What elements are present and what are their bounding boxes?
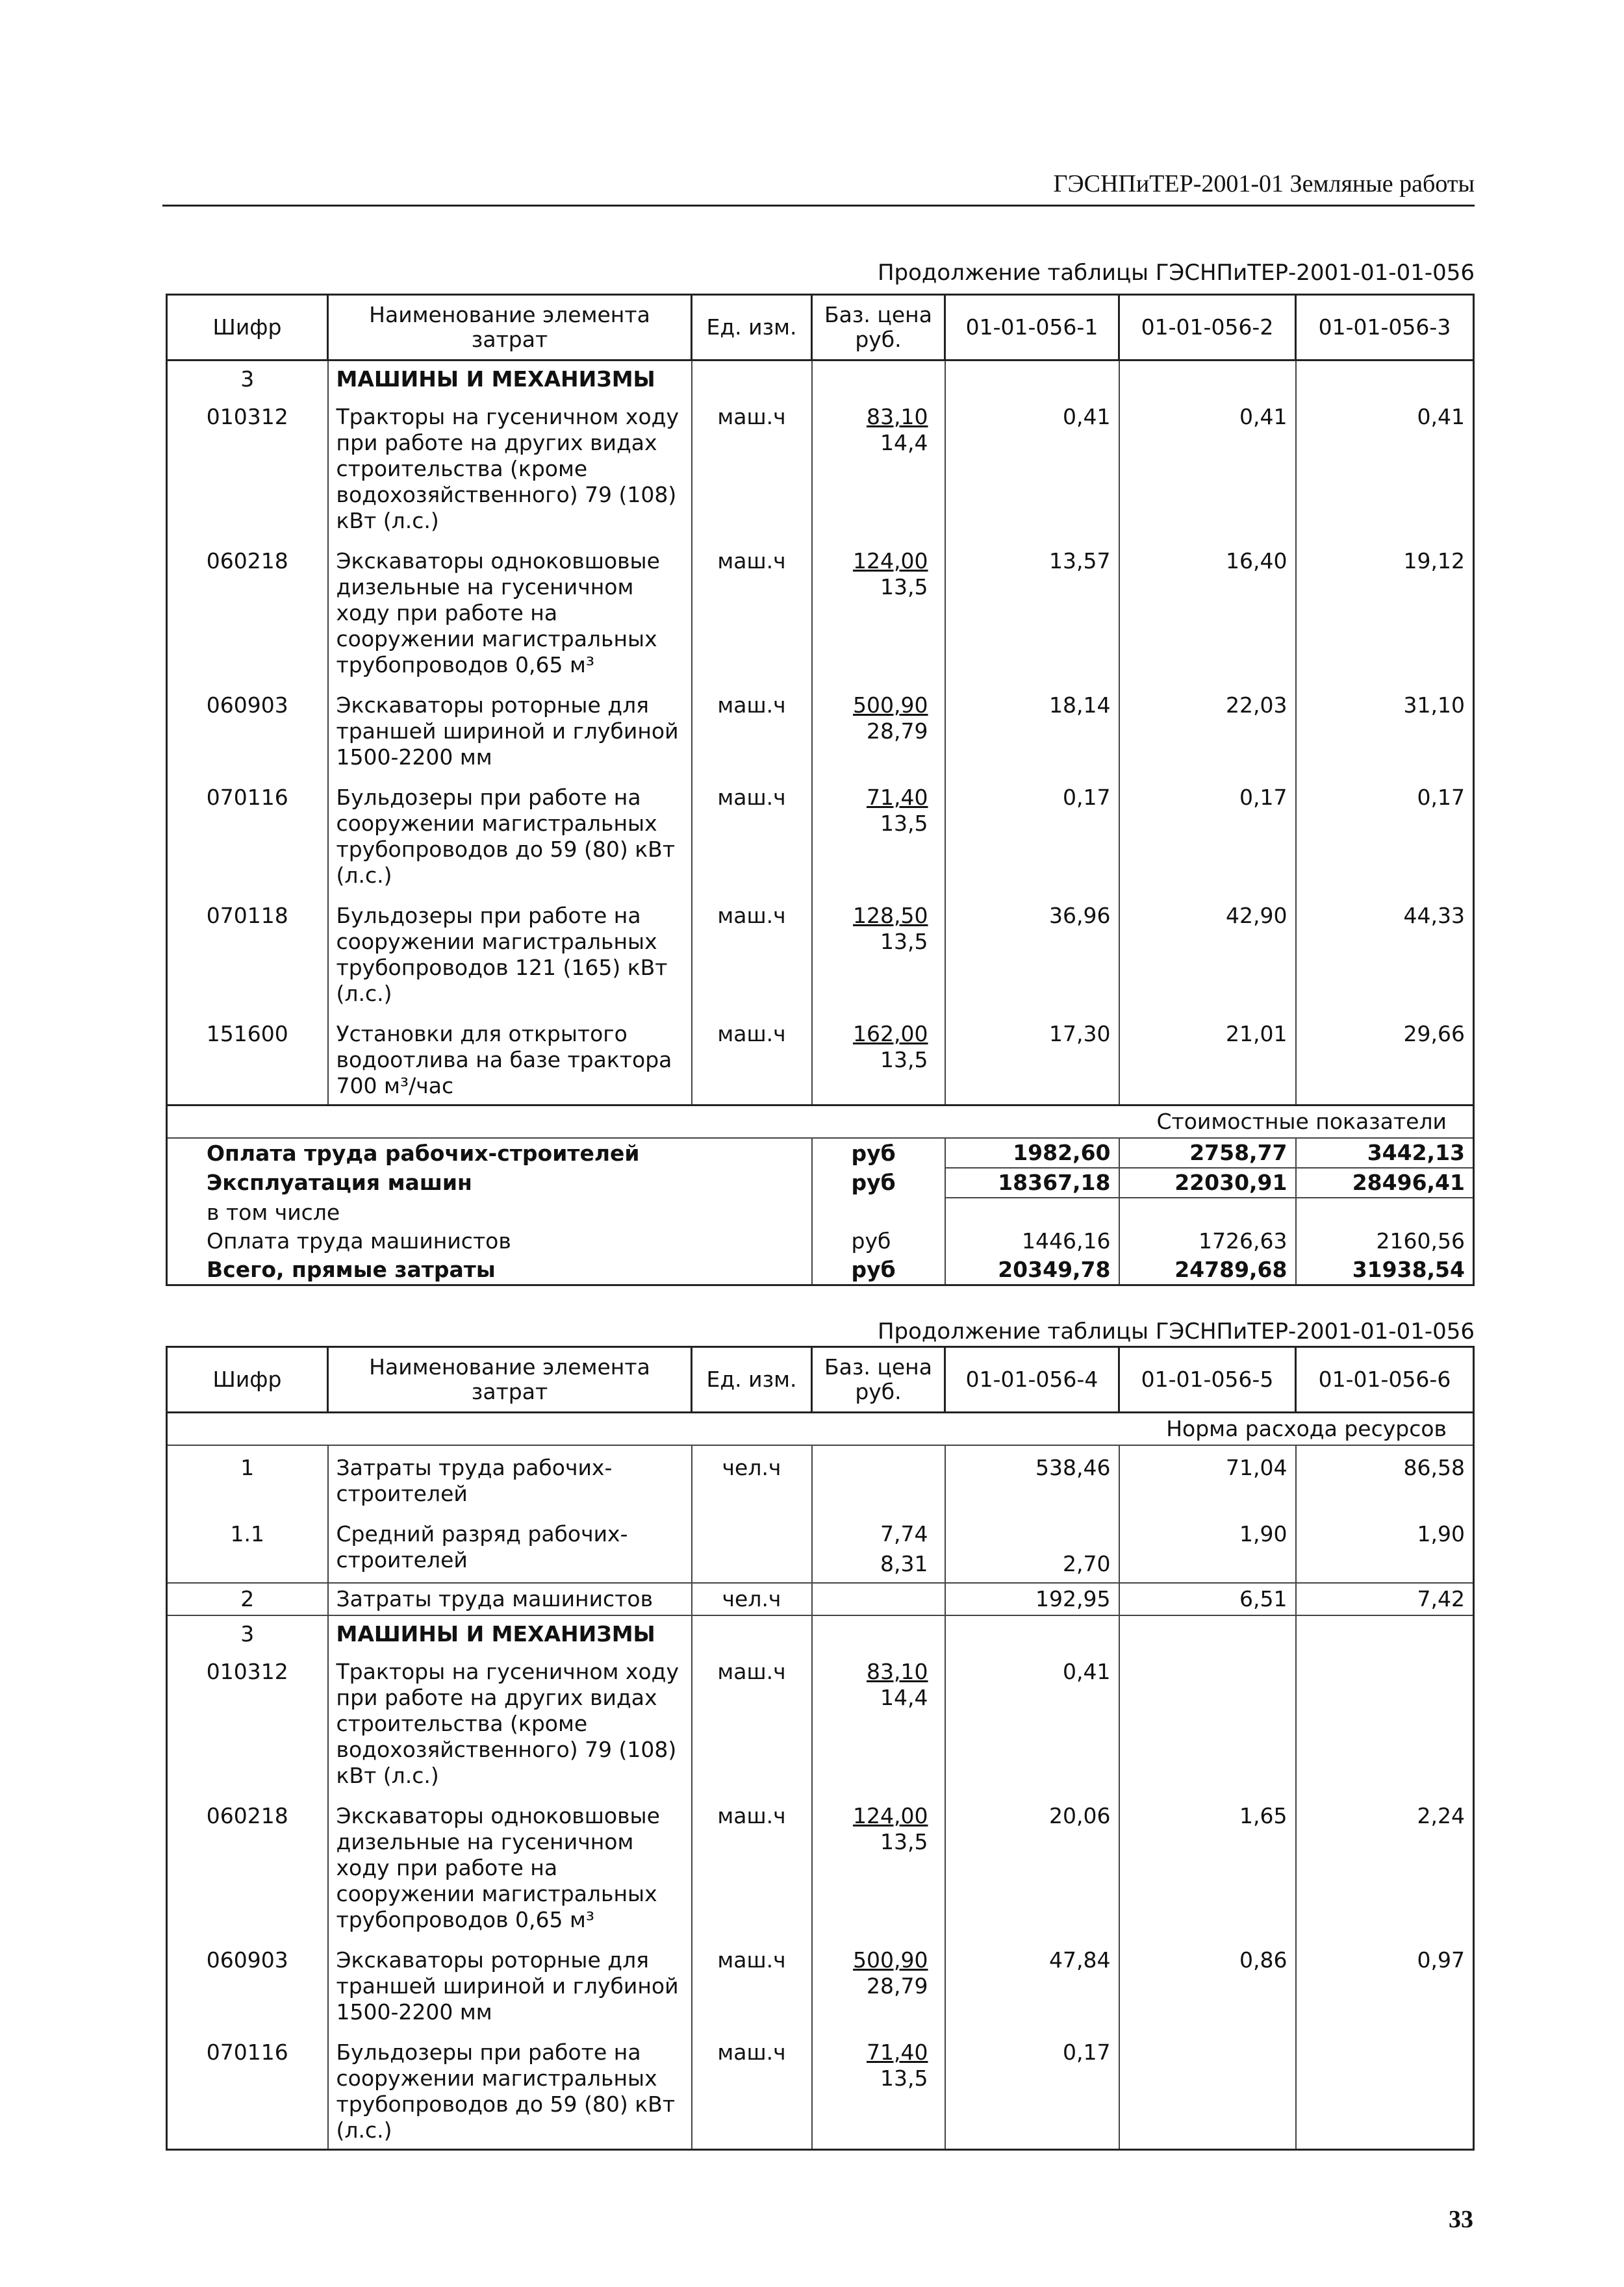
section-name: МАШИНЫ И МЕХАНИЗМЫ [328,360,692,396]
table-row [167,894,1474,1012]
row-v1: 0,41 [945,1650,1119,1794]
row-price-base: 124,00 [853,1803,928,1828]
row-price-extra: 8,31 [880,1551,928,1576]
row-price [812,539,945,683]
row-code: 151600 [167,1012,328,1106]
table1 [166,294,1475,1286]
summary-unit: руб [812,1138,945,1168]
row-price [812,1012,945,1106]
row-v2 [1119,2030,1296,2150]
row-unit: маш.ч [692,539,812,683]
summary-v3 [1296,1198,1474,1227]
summary-row [167,1168,1474,1198]
row-v2: 21,01 [1119,1012,1296,1106]
summary-v3: 31938,54 [1296,1256,1474,1285]
row-v2 [1119,1650,1296,1794]
col-header-v3: 01-01-056-6 [1296,1347,1474,1413]
table-row [167,395,1474,539]
summary-v3: 28496,41 [1296,1168,1474,1198]
row-unit: маш.ч [692,2030,812,2150]
row-v1: 47,84 [945,1938,1119,2030]
row-unit: маш.ч [692,395,812,539]
row-v2: 6,51 [1119,1583,1296,1615]
row-name: Экскаваторы роторные для траншей шириной и глубиной 1500-2200 мм [328,683,692,776]
section-code: 3 [167,1615,328,1650]
table-row-machinists [167,1583,1474,1615]
row-name: Затраты труда рабочих-строителей [328,1445,692,1512]
summary-v1: 20349,78 [945,1256,1119,1285]
row-code: 070116 [167,2030,328,2150]
row-price-secondary: 14,4 [880,1685,928,1710]
row-unit: маш.ч [692,1938,812,2030]
row-v1: 0,17 [945,2030,1119,2150]
col-header-unit: Ед. изм. [692,1347,812,1413]
row-unit: чел.ч [692,1445,812,1512]
col-header-code: Шифр [167,1347,328,1413]
row-code: 010312 [167,395,328,539]
summary-unit [812,1198,945,1227]
table-row [167,2030,1474,2150]
norm-band-label: Норма расхода ресурсов [167,1413,1474,1446]
summary-v1: 1982,60 [945,1138,1119,1168]
summary-v2: 2758,77 [1119,1138,1296,1168]
row-unit [692,1512,812,1583]
row-name: Бульдозеры при работе на сооружении магистральных трубопроводов 121 (165) кВт (л.с.) [328,894,692,1012]
row-unit: маш.ч [692,1650,812,1794]
section-row [167,1615,1474,1650]
row-price-secondary: 28,79 [867,1973,928,1999]
row-v1: 13,57 [945,539,1119,683]
col-header-code: Шифр [167,295,328,360]
row-v3: 7,42 [1296,1583,1474,1615]
row-v3: 29,66 [1296,1012,1474,1106]
summary-unit: руб [812,1168,945,1198]
row-v1: 0,41 [945,395,1119,539]
table-row [167,1650,1474,1794]
norm-band-row [167,1413,1474,1446]
cost-band-row [167,1106,1474,1139]
table2-rows [167,1650,1474,2150]
row-unit: чел.ч [692,1583,812,1615]
row-price-main: 7,74 [880,1521,928,1547]
col-header-v2: 01-01-056-2 [1119,295,1296,360]
row-price-base: 500,90 [853,692,928,718]
row-name: Экскаваторы одноковшовые дизельные на гусеничном ходу при работе на сооружении магистральных трубопроводов 0,65 м³ [328,1794,692,1938]
row-price-secondary: 13,5 [880,1047,928,1072]
row-code: 060218 [167,539,328,683]
row-v2: 1,90 [1119,1512,1296,1583]
row-name: Затраты труда машинистов [328,1583,692,1615]
header-title: ГЭСНПиТЕР-2001-01 Земляные работы [1053,170,1475,197]
table-row [167,539,1474,683]
cost-band-label: Стоимостные показатели [167,1106,1474,1139]
row-v3: 0,97 [1296,1938,1474,2030]
summary-v1: 18367,18 [945,1168,1119,1198]
row-unit: маш.ч [692,776,812,894]
summary-v2: 24789,68 [1119,1256,1296,1285]
col-header-name: Наименование элемента затрат [328,1347,692,1413]
row-v1: 36,96 [945,894,1119,1012]
col-header-name: Наименование элемента затрат [328,295,692,360]
table2 [166,1346,1475,2151]
row-v3 [1296,1650,1474,1794]
row-price [812,776,945,894]
row-v1: 538,46 [945,1445,1119,1512]
row-code: 1 [167,1445,328,1512]
row-price-secondary: 13,5 [880,929,928,954]
row-unit: маш.ч [692,1012,812,1106]
col-header-v2: 01-01-056-5 [1119,1347,1296,1413]
row-price [812,1650,945,1794]
summary-label: в том числе [167,1198,812,1227]
summary-row [167,1138,1474,1168]
summary-v2: 1726,63 [1119,1227,1296,1256]
row-price-secondary: 14,4 [880,430,928,455]
summary-unit: руб [812,1256,945,1285]
summary-v1 [945,1198,1119,1227]
row-code: 1.1 [167,1512,328,1583]
row-code: 060903 [167,1938,328,2030]
section-name: МАШИНЫ И МЕХАНИЗМЫ [328,1615,692,1650]
row-v3: 0,41 [1296,395,1474,539]
row-price-base: 71,40 [867,785,928,810]
row-price-secondary: 13,5 [880,2066,928,2091]
row-code: 060903 [167,683,328,776]
row-code: 070118 [167,894,328,1012]
row-price-base: 83,10 [867,1659,928,1684]
row-name: Средний разряд рабочих-строителей [328,1512,692,1583]
row-code: 060218 [167,1794,328,1938]
row-v2: 71,04 [1119,1445,1296,1512]
table-row [167,683,1474,776]
row-v3: 86,58 [1296,1445,1474,1512]
row-v1: 17,30 [945,1012,1119,1106]
row-v1: 18,14 [945,683,1119,776]
row-v1: 0,17 [945,776,1119,894]
row-price [812,1794,945,1938]
summary-label: Оплата труда рабочих-строителей [167,1138,812,1168]
row-v1: 20,06 [945,1794,1119,1938]
row-price-base: 124,00 [853,548,928,574]
row-price-base: 162,00 [853,1021,928,1046]
row-v3: 19,12 [1296,539,1474,683]
summary-v3: 2160,56 [1296,1227,1474,1256]
row-v2: 1,65 [1119,1794,1296,1938]
row-v2: 0,41 [1119,395,1296,539]
summary-v2: 22030,91 [1119,1168,1296,1198]
row-name: Бульдозеры при работе на сооружении магистральных трубопроводов до 59 (80) кВт (л.с.) [328,2030,692,2150]
row-code: 070116 [167,776,328,894]
row-unit: маш.ч [692,894,812,1012]
summary-label: Всего, прямые затраты [167,1256,812,1285]
summary-unit: руб [812,1227,945,1256]
row-v2: 0,17 [1119,776,1296,894]
row-name: Тракторы на гусеничном ходу при работе на других видах строительства (кроме водохозяйственного) 79 (108) кВт (л.с.) [328,1650,692,1794]
row-v1 [945,1512,1119,1583]
table-row [167,1512,1474,1583]
row-v2: 16,40 [1119,539,1296,683]
row-price [812,683,945,776]
row-v1: 192,95 [945,1583,1119,1615]
summary-label: Эксплуатация машин [167,1168,812,1198]
row-price [812,1938,945,2030]
row-price-base: 500,90 [853,1947,928,1973]
row-code: 010312 [167,1650,328,1794]
table2-caption: Продолжение таблицы ГЭСНПиТЕР-2001-01-01-056 [877,1319,1475,1345]
table1-rows [167,395,1474,1106]
section-code: 3 [167,360,328,396]
summary-row [167,1198,1474,1227]
row-v3: 44,33 [1296,894,1474,1012]
summary-label: Оплата труда машинистов [167,1227,812,1256]
row-price [812,894,945,1012]
col-header-price: Баз. цена руб. [812,295,945,360]
section-row [167,360,1474,396]
row-v3: 2,24 [1296,1794,1474,1938]
table-row [167,1445,1474,1512]
row-v1-extra: 2,70 [1063,1551,1111,1576]
row-name: Тракторы на гусеничном ходу при работе на других видах строительства (кроме водохозяйственного) 79 (108) кВт (л.с.) [328,395,692,539]
summary-v3: 3442,13 [1296,1138,1474,1168]
col-header-v1: 01-01-056-1 [945,295,1119,360]
row-v3: 31,10 [1296,683,1474,776]
row-price [812,2030,945,2150]
col-header-price: Баз. цена руб. [812,1347,945,1413]
table-row [167,776,1474,894]
summary-row [167,1256,1474,1285]
table1-caption: Продолжение таблицы ГЭСНПиТЕР-2001-01-01-056 [877,260,1475,286]
table-row [167,1794,1474,1938]
col-header-unit: Ед. изм. [692,295,812,360]
row-price-base: 83,10 [867,404,928,429]
row-price-secondary: 13,5 [880,1829,928,1854]
page-number: 33 [1449,2206,1473,2233]
col-header-v3: 01-01-056-3 [1296,295,1474,360]
row-name: Экскаваторы одноковшовые дизельные на гусеничном ходу при работе на сооружении магистральных трубопроводов 0,65 м³ [328,539,692,683]
table-row [167,1938,1474,2030]
col-header-v1: 01-01-056-4 [945,1347,1119,1413]
row-price-base: 128,50 [853,903,928,928]
row-price-secondary: 13,5 [880,811,928,836]
table1-header-row [167,295,1474,360]
row-price [812,395,945,539]
row-name: Бульдозеры при работе на сооружении магистральных трубопроводов до 59 (80) кВт (л.с.) [328,776,692,894]
table1-summary [167,1138,1474,1285]
row-v3: 0,17 [1296,776,1474,894]
row-name: Экскаваторы роторные для траншей шириной и глубиной 1500-2200 мм [328,1938,692,2030]
row-price-base: 71,40 [867,2040,928,2065]
row-v2: 22,03 [1119,683,1296,776]
row-price-secondary: 28,79 [867,718,928,744]
row-price [812,1445,945,1512]
row-v3: 1,90 [1296,1512,1474,1583]
row-price-secondary: 13,5 [880,574,928,600]
row-v2: 42,90 [1119,894,1296,1012]
page-header [162,166,1475,207]
row-name: Установки для открытого водоотлива на базе трактора 700 м³/час [328,1012,692,1106]
summary-row [167,1227,1474,1256]
summary-v2 [1119,1198,1296,1227]
row-unit: маш.ч [692,1794,812,1938]
row-v2: 0,86 [1119,1938,1296,2030]
summary-v1: 1446,16 [945,1227,1119,1256]
row-code: 2 [167,1583,328,1615]
row-unit: маш.ч [692,683,812,776]
row-v3 [1296,2030,1474,2150]
row-price [812,1512,945,1583]
table-row [167,1012,1474,1106]
table2-header-row [167,1347,1474,1413]
